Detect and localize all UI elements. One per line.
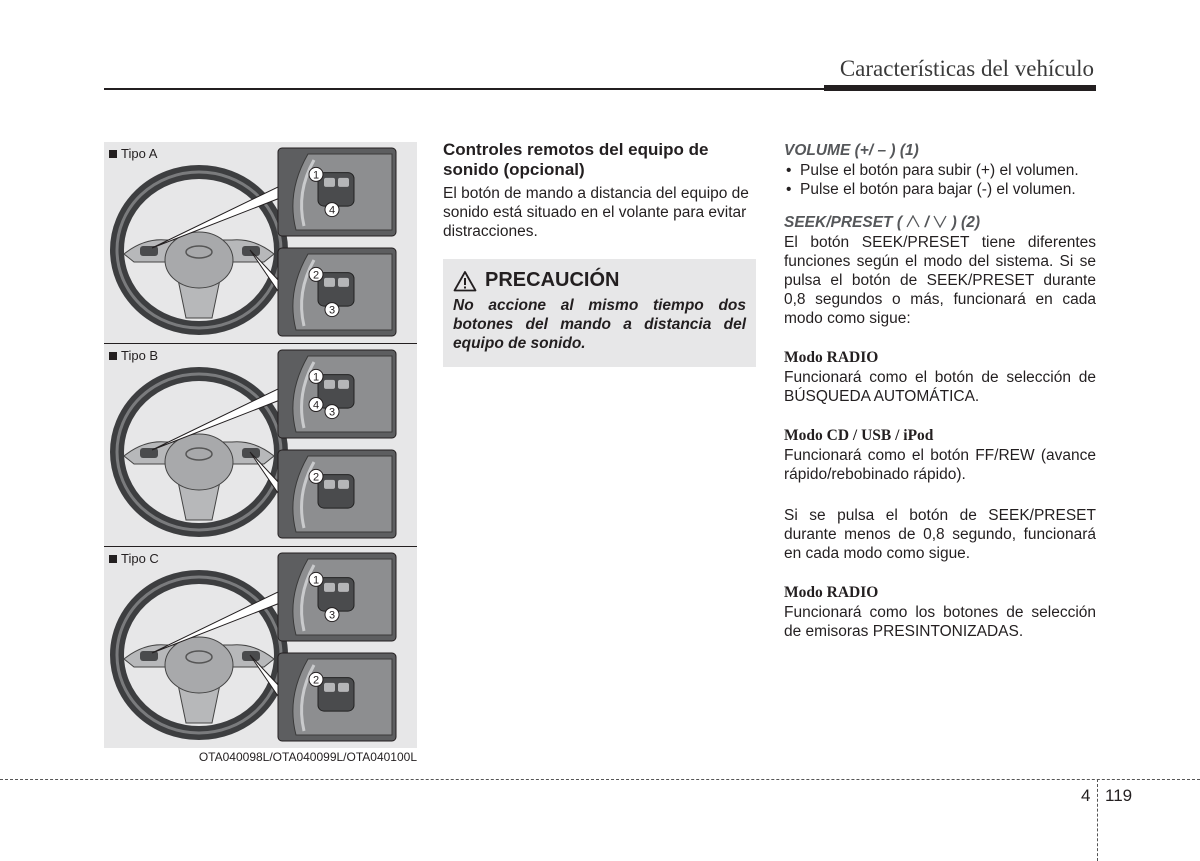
figure-caption: OTA040098L/OTA040099L/OTA040100L <box>198 750 417 764</box>
tipo-c-label-text: Tipo C <box>121 551 159 566</box>
svg-text:4: 4 <box>328 204 336 217</box>
caution-header <box>453 269 746 292</box>
tipo-c-label <box>109 551 159 566</box>
tipo-a-top-inset <box>278 148 396 236</box>
seek-heading-separator: / <box>924 214 929 231</box>
svg-text:1: 1 <box>312 169 320 182</box>
square-bullet-icon <box>109 555 117 563</box>
tipo-c-illustration <box>104 547 417 748</box>
chapter-number: 4 <box>1081 786 1091 805</box>
svg-text:2: 2 <box>312 269 320 282</box>
tipo-b-top-callout-4 <box>309 398 323 412</box>
tipo-b-label-text: Tipo B <box>121 348 159 363</box>
seek-heading-end: ) (2) <box>951 214 980 231</box>
page-header-title: Características del vehículo <box>839 56 1094 81</box>
tipo-c-steering-wheel <box>117 577 281 733</box>
panel-tipo-a <box>104 142 417 343</box>
tipo-a-illustration <box>104 142 417 343</box>
tipo-a-top-callout-4 <box>325 203 339 217</box>
tipo-a-steering-wheel <box>117 172 281 328</box>
volume-bullets <box>784 161 1096 199</box>
short-press-text: Si se pulsa el botón de SEEK/PRESET durante menos de 0,8 segundo, funcionará en cada modo como sigue. <box>784 507 1096 562</box>
svg-text:4: 4 <box>312 399 320 412</box>
volume-bullet-down: • Pulse el botón para bajar (-) el volumen. <box>784 180 1096 199</box>
panel-tipo-c <box>104 546 417 748</box>
tipo-a-bottom-callout-2 <box>309 267 323 281</box>
mode-radio-title-1: Modo RADIO <box>784 349 879 366</box>
seek-intro: El botón SEEK/PRESET tiene diferentes funciones según el modo del sistema. Si se pulsa el botón de SEEK/PRESET durante 0,8 segundos o más, funcionará en cada modo como sigue: <box>784 234 1096 327</box>
seek-heading <box>784 213 1096 233</box>
tipo-b-top-callout-3 <box>325 405 339 419</box>
tipo-a-label-text: Tipo A <box>121 146 158 161</box>
tipo-b-top-inset <box>278 350 396 438</box>
caution-text: No accione al mismo tiempo dos botones del mando a distancia del equipo de sonido. <box>453 297 746 352</box>
header-rule <box>104 88 824 90</box>
chevron-up-icon <box>906 215 920 228</box>
svg-text:3: 3 <box>328 304 336 317</box>
mode-cd-text: Funcionará como el botón FF/REW (avance rápido/rebobinado rápido). <box>784 447 1096 483</box>
svg-text:2: 2 <box>312 674 320 687</box>
chevron-down-icon <box>933 215 947 228</box>
svg-text:1: 1 <box>312 574 320 587</box>
tipo-b-top-callout-1 <box>309 369 323 383</box>
tipo-b-label <box>109 348 158 363</box>
square-bullet-icon <box>109 150 117 158</box>
tipo-c-top-callout-3 <box>325 608 339 622</box>
caution-box <box>443 259 756 367</box>
tipo-a-bottom-inset <box>278 248 396 336</box>
mode-radio-title-2: Modo RADIO <box>784 584 879 601</box>
footer-rule <box>0 779 1200 780</box>
svg-text:3: 3 <box>328 406 336 419</box>
square-bullet-icon <box>109 352 117 360</box>
tipo-a-top-callout-1 <box>309 167 323 181</box>
tipo-c-top-callout-1 <box>309 572 323 586</box>
tipo-c-bottom-callout-2 <box>309 672 323 686</box>
mode-radio-text-1: Funcionará como el botón de selección de BÚSQUEDA AUTOMÁTICA. <box>784 369 1096 405</box>
volume-heading: VOLUME (+/ – ) (1) <box>784 142 919 159</box>
volume-bullet-up: • Pulse el botón para subir (+) el volumen. <box>784 161 1096 180</box>
footer-divider <box>1097 779 1098 861</box>
svg-text:1: 1 <box>312 371 320 384</box>
seek-heading-start: SEEK/PRESET ( <box>784 214 902 231</box>
section-title: Controles remotos del equipo de sonido (opcional) <box>443 140 709 179</box>
tipo-a-bottom-callout-3 <box>325 303 339 317</box>
mode-cd-title: Modo CD / USB / iPod <box>784 427 934 444</box>
page-number: 119 <box>1105 786 1133 805</box>
svg-text:2: 2 <box>312 471 320 484</box>
header-rule-accent <box>824 85 1096 91</box>
column-controls <box>443 140 756 367</box>
caution-title: PRECAUCIÓN <box>485 269 620 291</box>
tipo-a-label <box>109 146 157 161</box>
tipo-b-steering-wheel <box>117 374 281 530</box>
tipo-c-bottom-inset <box>278 653 396 741</box>
tipo-c-top-inset <box>278 553 396 641</box>
column-functions <box>784 141 1096 641</box>
tipo-b-bottom-callout-2 <box>309 469 323 483</box>
warning-triangle-icon <box>453 270 477 292</box>
section-intro: El botón de mando a distancia del equipo de sonido está situado en el volante para evitar distracciones. <box>443 185 749 240</box>
panel-tipo-b <box>104 343 417 545</box>
svg-text:3: 3 <box>328 609 336 622</box>
tipo-b-bottom-inset <box>278 450 396 538</box>
steering-wheel-figure <box>104 142 417 748</box>
tipo-b-illustration <box>104 344 417 545</box>
mode-radio-text-2: Funcionará como los botones de selección de emisoras PRESINTONIZADAS. <box>784 604 1096 640</box>
